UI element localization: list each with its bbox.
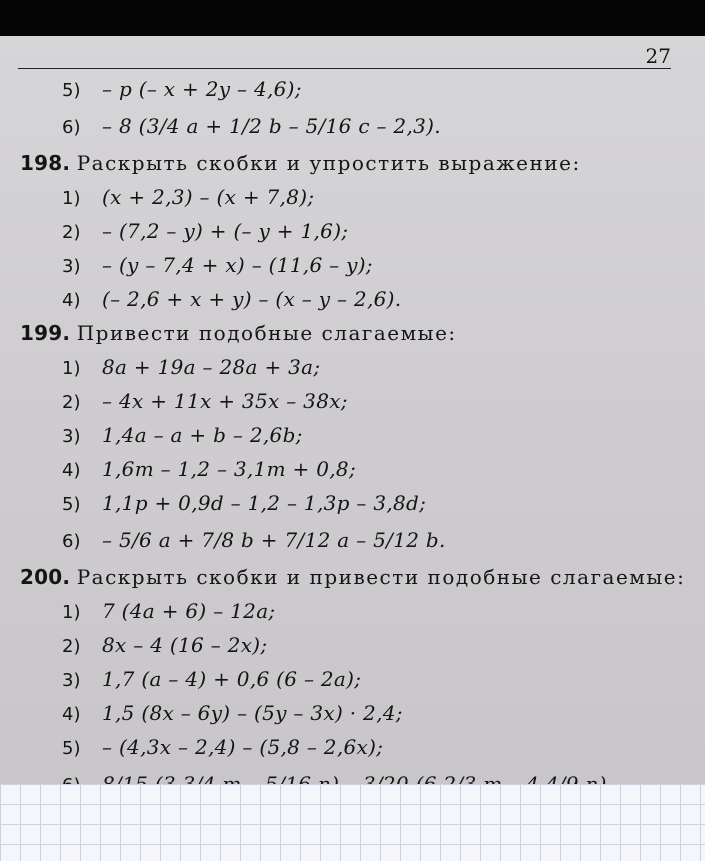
exercise-item-label: 5): [62, 80, 81, 101]
exercise-item-label: 2): [62, 392, 81, 413]
exercise-expression: 1,6m – 1,2 – 3,1m + 0,8;: [102, 457, 356, 481]
problem-title: Раскрыть скобки и привести подобные слагаемые:: [76, 565, 686, 589]
exercise-expression: (x + 2,3) – (x + 7,8);: [102, 185, 315, 209]
exercise-item: [0, 248, 705, 282]
exercise-item: [0, 730, 705, 764]
exercise-expression: 1,4a – a + b – 2,6b;: [102, 423, 303, 447]
textbook-page: [0, 36, 705, 784]
problem-heading: [0, 560, 705, 594]
exercise-item-label: 4): [62, 704, 81, 725]
exercise-item: [0, 418, 705, 452]
exercise-item-label: 1): [62, 602, 81, 623]
exercise-item-label: 4): [62, 290, 81, 311]
exercise-item: [0, 384, 705, 418]
exercise-item: [0, 350, 705, 384]
exercise-expression: – 4x + 11x + 35x – 38x;: [102, 389, 348, 413]
page-number: 27: [645, 44, 671, 68]
exercise-item-label: 3): [62, 256, 81, 277]
exercise-expression: 1,7 (a – 4) + 0,6 (6 – 2a);: [102, 667, 362, 691]
exercise-expression: 8a + 19a – 28a + 3a;: [102, 355, 321, 379]
problem-number: 198.: [20, 151, 71, 175]
exercise-expression: – (y – 7,4 + x) – (11,6 – y);: [102, 253, 373, 277]
exercise-expression: – 8 (3/4 a + 1/2 b – 5/16 c – 2,3).: [102, 114, 441, 138]
exercise-item-label: 3): [62, 670, 81, 691]
problem-heading: [0, 316, 705, 350]
exercise-list: [0, 72, 705, 804]
exercise-expression: – p (– x + 2y – 4,6);: [102, 77, 302, 101]
exercise-expression: 7 (4a + 6) – 12a;: [102, 599, 276, 623]
exercise-item-label: 6): [62, 117, 81, 138]
exercise-item: [0, 282, 705, 316]
exercise-expression: – (4,3x – 2,4) – (5,8 – 2,6x);: [102, 735, 384, 759]
exercise-item-label: 3): [62, 426, 81, 447]
exercise-expression: – (7,2 – y) + (– y + 1,6);: [102, 219, 349, 243]
header-rule: [18, 68, 671, 69]
exercise-expression: – 5/6 a + 7/8 b + 7/12 a – 5/12 b.: [102, 528, 446, 552]
exercise-item: [0, 106, 705, 146]
problem-heading: [0, 146, 705, 180]
exercise-item: [0, 594, 705, 628]
problem-title: Привести подобные слагаемые:: [76, 321, 457, 345]
exercise-expression: 1,5 (8x – 6y) – (5y – 3x) · 2,4;: [102, 701, 403, 725]
exercise-item: [0, 72, 705, 106]
exercise-item-label: 1): [62, 358, 81, 379]
exercise-item: [0, 452, 705, 486]
exercise-expression: 8x – 4 (16 – 2x);: [102, 633, 268, 657]
problem-title: Раскрыть скобки и упростить выражение:: [76, 151, 581, 175]
exercise-item: [0, 486, 705, 520]
exercise-item: [0, 520, 705, 560]
exercise-expression: (– 2,6 + x + y) – (x – y – 2,6).: [102, 287, 402, 311]
exercise-item-label: 2): [62, 222, 81, 243]
exercise-item-label: 5): [62, 494, 81, 515]
exercise-item-label: 2): [62, 636, 81, 657]
exercise-item: [0, 214, 705, 248]
exercise-item-label: 6): [62, 531, 81, 552]
problem-number: 199.: [20, 321, 71, 345]
exercise-expression: 1,1p + 0,9d – 1,2 – 1,3p – 3,8d;: [102, 491, 427, 515]
exercise-item: [0, 180, 705, 214]
exercise-item-label: 5): [62, 738, 81, 759]
exercise-item-label: 1): [62, 188, 81, 209]
exercise-item: [0, 628, 705, 662]
exercise-item: [0, 696, 705, 730]
exercise-item: [0, 662, 705, 696]
exercise-item-label: 4): [62, 460, 81, 481]
grid-paper-sheet: [0, 784, 705, 861]
problem-number: 200.: [20, 565, 71, 589]
